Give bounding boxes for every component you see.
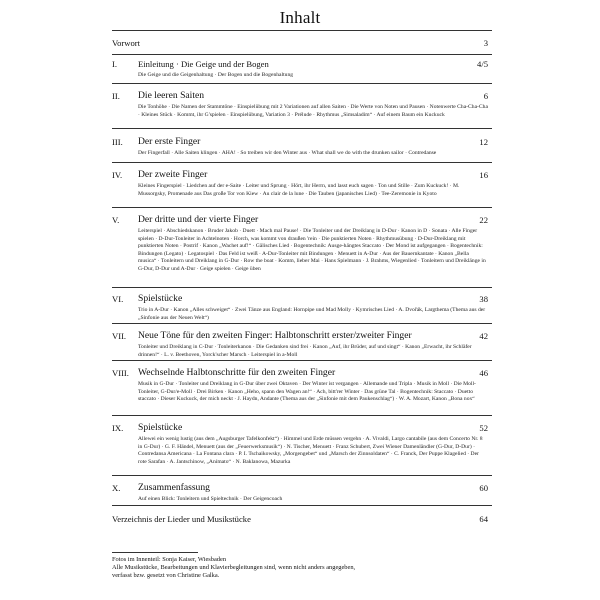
footnote: [112, 556, 492, 580]
toc-section-8: [112, 367, 488, 404]
toc-section-9: [112, 422, 488, 466]
divider: [112, 360, 492, 361]
section-page: 38: [479, 294, 488, 304]
toc-section-2: [112, 90, 488, 119]
divider: [112, 30, 492, 31]
section-contents: Auf einen Blick: Tonleitern und Spieltechnik · Der Geigencoach: [138, 496, 283, 502]
divider: [112, 475, 492, 476]
section-contents: Die Geige und die Geigenhaltung · Der Bogen und die Bogenhaltung: [138, 72, 294, 78]
section-title: Die leeren Saiten: [138, 90, 205, 101]
section-contents: Allewei ein wenig lustig (aus dem „Augsburger Tafelkonfekt“) · Himmel und Erde müssen vergehn · A. Vivaldi, Largo cantabile (aus dem Concerto Nr. 8 in G-Dur) · G. F. Händel, Menuett (aus der „Feuerwerksmusik“) · N. Tischer, Menuett · Franz Schubert, Zwei Wiener Damenländler (G-Dur, D-Dur) · Contredansa Americana · La Fontana clara · P. I. Tschaikowsky, „Morgengebet“ und „Marsch der Zinnsoldaten“ · C. Franck, Der Puppe Klagelied · Der rote Sarafan · A. Jantschinow, „Anímato“ · N. Baklanowa, Mazurka: [138, 436, 483, 465]
section-title: Spielstücke: [138, 293, 183, 304]
divider: [112, 83, 492, 84]
section-number: X.: [112, 483, 121, 493]
section-title: Zusammenfassung: [138, 482, 210, 493]
section-title: Der zweite Finger: [138, 169, 208, 180]
section-page: 42: [479, 331, 488, 341]
divider: [112, 287, 492, 288]
footnote-photos: Fotos im Innenteil: Sonja Kaiser, Wiesbaden: [112, 556, 227, 563]
section-title: Spielstücke: [138, 422, 183, 433]
section-contents: Trio in A-Dur · Kanon „Alles schweiget“ · Zwei Tänze aus England: Hornpipe und Mad Molly · Kymrisches Lied · A. Dvořák, Largthema (Thema aus der „Sinfonie aus der Neuen Welt“): [138, 307, 486, 321]
entry-page: 64: [479, 514, 488, 524]
divider: [112, 128, 492, 129]
divider: [112, 323, 492, 324]
section-number: V.: [112, 215, 120, 225]
footnote-divider: [112, 552, 198, 553]
section-page: 52: [479, 423, 488, 433]
section-title: Der dritte und der vierte Finger: [138, 214, 259, 225]
toc-section-10: [112, 482, 488, 504]
entry-page: 3: [483, 38, 488, 48]
section-number: IX.: [112, 423, 124, 433]
section-page: 16: [479, 170, 488, 180]
section-number: VI.: [112, 294, 124, 304]
toc-section-4: [112, 169, 488, 198]
section-number: II.: [112, 91, 120, 101]
section-page: 22: [479, 215, 488, 225]
toc-section-3: [112, 136, 488, 158]
section-contents: Die Tonhöhe · Die Namen der Stammtöne · Einspielübung mit 2 Variationen auf allen Saiten · Die Werte von Noten und Pausen · Notenwerte Cha-Cha-Cha · Kleines Stück · Kommt, ihr G'spielen · Einspielübung, Variation 3 · Prélude · Rhythmus „Simsaladim“ · Auf einem Baum ein Kuckuck: [138, 104, 488, 118]
section-title: Wechselnde Halbtonschritte für den zweiten Finger: [138, 367, 336, 378]
section-page: 4/5: [477, 59, 488, 69]
section-number: I.: [112, 59, 118, 69]
section-page: 60: [479, 483, 488, 493]
toc-section-6: [112, 293, 488, 322]
divider: [112, 54, 492, 55]
toc-entry-vorwort: [112, 37, 488, 49]
entry-title: Verzeichnis der Lieder und Musikstücke: [112, 514, 251, 524]
section-contents: Kleines Fingerspiel · Liedchen auf der e-Saite · Leiter und Sprung · Hört, ihr Herrn, und lasst euch sagen · Ton und Stille · Zum Kuckuck! · M. Mussorgsky, Promenade aus Das große Tor von Kiew · Au clair de la lune · Die Tauben (japanisches Lied) · Tee-Zeremonie in Kyoto: [138, 183, 460, 197]
section-page: 12: [479, 137, 488, 147]
divider: [112, 162, 492, 163]
page-title: Inhalt: [279, 8, 321, 27]
entry-title: Vorwort: [112, 38, 141, 48]
footnote-credits-cont: verfasst bzw. gesetzt von Christine Galka.: [112, 572, 220, 579]
section-contents: Musik in G-Dur · Tonleiter und Dreiklang in G-Dur über zwei Oktaven · Der Winter ist vergangen · Allemande und Tripla · Musik in Moll · Die Moll-Tonleiter, G-Dur/e-Moll · Drei Birken · Kanon „Heho, spann den Wagen an!“ · Ach, bitt'rer Winter · Das grüne Tal · Bogentechnik: Staccato · Duetto staccato · Dieser Kuckuck, der mich neckt · J. Haydn, Andante (Thema aus der „Sinfonie mit dem Paukenschlag“) · W. A. Mozart, Kanon „Bona nox“: [138, 381, 476, 402]
section-contents: Der Fingerfall · Alle Saiten klingen · AHA! · So treiben wir den Winter aus · What shall we do with the drunken sailor · Contredanse: [138, 150, 437, 156]
toc-entry-index: [112, 513, 488, 525]
section-page: 6: [483, 91, 488, 101]
toc-section-1: [112, 58, 488, 80]
section-contents: Leiterspiel · Abschiedskanon · Bruder Jakob · Duett · Mach mal Pause! · Die Tonleiter und der Dreiklang in D-Dur · Kanon in D · Sonata · Alle Finger spielen · D-Dur-Tonleiter in Achtelnoten · Horch, was kommt von draußen 'rein · Die punktierten Noten · Rhythmusübung · D-Dur-Dreiklang mit punktierten Noten · Postrif · Kanon „Wachet auf!“ · Gälisches Lied · Bogentechnik: Ausge-hängtes Staccato · Der Mond ist aufgegangen · Bogentechnik: Bindungen (Legato) · Legatospiel · Das Feld ist weiß · A-Dur-Tonleiter mit Bindungen · Menuett in A-Dur · Aus der Bauernkantate · Kanon „Bella musica“ · Tonleitern und Dreiklang in G-Dur · Row the boat · Komm, lieber Mai · Hans Spielmann · J. Brahms, Wiegenlied · Tonleitern und Dreiklänge in G-Dur, D-Dur und A-Dur · Geige spielen · Geige üben: [138, 228, 486, 272]
section-title: Der erste Finger: [138, 136, 201, 147]
section-title: Einleitung · Die Geige und der Bogen: [138, 59, 269, 69]
section-title: Neue Töne für den zweiten Finger: Halbtonschritt erster/zweiter Finger: [138, 330, 412, 341]
toc-section-5: [112, 214, 488, 273]
divider: [112, 415, 492, 416]
section-contents: Tonleiter und Dreiklang in C-Dur · Tonleiterkanon · Die Gedanken sind frei · Kanon „Auf, ihr Brüder, auf und singt“ · Kanon „Erwacht, ihr Schläfer drinnen!“ · L. v. Beethoven, Yorck'scher Marsch · Leiterspiel in a-Moll: [138, 344, 472, 358]
section-number: VII.: [112, 331, 127, 341]
toc-section-7: [112, 330, 488, 359]
section-number: VIII.: [112, 368, 129, 378]
divider: [112, 505, 492, 506]
section-number: IV.: [112, 170, 123, 180]
section-number: III.: [112, 137, 123, 147]
divider: [112, 207, 492, 208]
footnote-credits: Alle Musikstücke, Bearbeitungen und Klavierbegleitungen sind, wenn nicht anders angegeben,: [112, 564, 356, 571]
section-page: 46: [479, 368, 488, 378]
